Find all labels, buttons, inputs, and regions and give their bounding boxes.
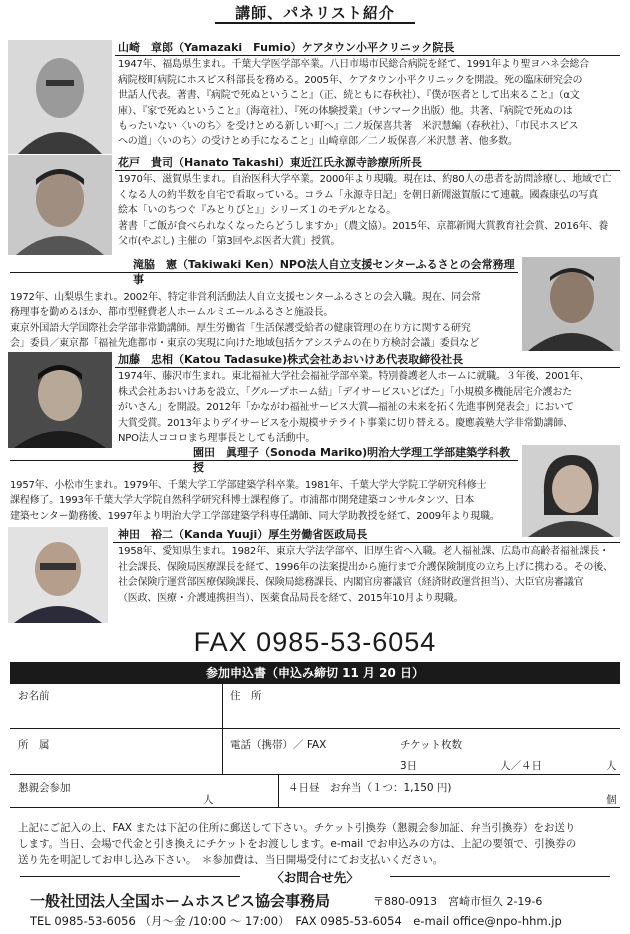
name-field[interactable] xyxy=(18,704,218,724)
speaker-name: 花戸 貴司（Hanato Takashi）東近江氏永源寺診療所所長 xyxy=(118,156,422,169)
ticket-unit-day4: 人／４日 xyxy=(500,760,542,772)
speaker-photo-sonoda xyxy=(522,445,620,537)
notice-line: 上記にご記入の上、FAX または下記の住所に郵送して下さい。チケット引換券（懇親会参加証、弁当引換券）をお送り xyxy=(18,822,576,834)
speaker-hanato xyxy=(118,155,623,249)
speaker-name: 園田 眞理子（Sonoda Mariko)明治大学理工学部建築学科教授 xyxy=(193,446,511,475)
bio-line: 病院桜町病院にホスピス科部長を務める。2005年、ケアタウン小平クリニックを開設。死の臨床研究会の xyxy=(118,74,583,86)
bio-line: もったいない〈いのち〉を受けとめる新しい町へ』二ノ坂保喜共著 米沢慧編（春秋社）、「市民ホスピス xyxy=(118,121,579,133)
speaker-photo-hanato xyxy=(8,155,112,255)
form-divider xyxy=(10,774,620,775)
bio-line: 会」委員／東京都「福祉先進都市・東京の実現に向けた地域包括ケアシステムの在り方検討会議」委員など xyxy=(10,338,479,350)
speaker-name: 山崎 章郎（Yamazaki Fumio）ケアタウン小平クリニック院長 xyxy=(118,41,455,54)
bio-line: 1947年、福島県生まれ。千葉大学医学部卒業。八日市場市民総合病院を経て、1991年より聖ヨハネ会総合 xyxy=(118,59,590,71)
bio-line: 1972年、山梨県生まれ。2002年、特定非営利活動法人自立支援センターふるさとの会入職。現在、同会常 xyxy=(10,291,481,303)
speaker-sonoda xyxy=(10,445,520,524)
affiliation-field[interactable] xyxy=(18,752,218,770)
speaker-name: 神田 裕二（Kanda Yuuji）厚生労働省医政局長 xyxy=(118,528,368,541)
speaker-yamazaki xyxy=(118,40,623,150)
party-label: 懇親会参加 xyxy=(18,782,71,794)
phone-label: 電話（携帯）／ FAX xyxy=(230,739,327,751)
lunch-unit: 個 xyxy=(606,794,617,806)
speaker-katou xyxy=(118,352,623,446)
bio-line: 庫）、『家で死ぬということ』（海竜社）、『死の体験授業』（サンマーク出版）他。共著、『病院で死ぬのは xyxy=(118,105,573,117)
bio-line: 絵本「いのちつぐ『みとりびと』」シリーズ１のモデルとなる。 xyxy=(118,205,397,217)
notice-line: 送り先を明記してお申し込み下さい。 ＊参加費は、当日開場受付にてお支払いください。 xyxy=(18,854,444,866)
speaker-photo-kanda xyxy=(8,527,108,623)
bio-line: 1958年、愛知県生まれ。1982年、東京大学法学部卒、旧厚生省へ入職。老人福祉課、広島市高齢者福祉課長・ xyxy=(118,546,609,558)
bio-line: 社会保険庁運営部医療保険課長、保険局総務課長、内閣官房審議官（経済財政運営担当）、大臣官房審議官 xyxy=(118,577,584,589)
bio-line: 1974年、藤沢市生まれ。東北福祉大学社会福祉学部卒業。特別養護老人ホームに就職。３年後、2001年、 xyxy=(118,371,590,383)
bio-line: 課程修了。1993年千葉大学大学院自然科学研究科博士課程修了。市浦都市開発建築コンサルタンツ、日本 xyxy=(10,495,475,507)
speaker-photo-takiwaki xyxy=(522,257,620,351)
organization-name: 一般社団法人全国ホームホスピス協会事務局 xyxy=(30,892,331,910)
contact-tel-line: TEL 0985-53-6056 （月〜金 /10:00 〜 17:00） FAX 0985-53-6054 e-mail office@npo-hhm.jp xyxy=(30,914,562,928)
party-unit: 人 xyxy=(203,794,214,806)
form-divider xyxy=(222,684,223,774)
address-label: 住 所 xyxy=(230,690,262,702)
contact-address: 〒880-0913 宮崎市恒久 2-19-6 xyxy=(373,895,543,908)
bio-line: がいさん」を開設。2012年「かながわ福祉サービス大賞―福祉の未来を拓く先進事例発表会」において xyxy=(118,402,574,414)
title-underline xyxy=(215,22,415,24)
bio-line: 株式会社あおいけあを設立、「グループホーム結」「デイサービスいどばた」「小規模多機能居宅介護おた xyxy=(118,386,572,398)
ticket-label: チケット枚数 xyxy=(400,739,463,751)
bio-line: 大賞受賞。2013年よりデイサービスを小規模サテライト事業に切り替える。慶應義塾大学非常勤講師、 xyxy=(118,417,573,429)
bio-line: くなる人の約半数を自宅で看取っている。コラム「永源寺日記」を朝日新聞滋賀版にて連載。國森康弘の写真 xyxy=(118,189,599,201)
bio-line: 務理事を勤めるほか、都市型軽費老人ホームルミエールふるさと施設長。 xyxy=(10,307,334,319)
bio-line: 1957年、小松市生まれ。1979年、千葉大学工学部建築学科卒業。1981年、千葉大学大学院工学研究科修士 xyxy=(10,479,487,491)
contact-title: 〈お問合せ先〉 xyxy=(271,870,359,885)
address-field[interactable] xyxy=(230,704,615,724)
bio-line: （医政、医療・介護連携担当）、医薬食品局長を経て、2015年10月より現職。 xyxy=(118,592,464,604)
speaker-name: 滝脇 憲（Takiwaki Ken）NPO法人自立支援センターふるさとの会常務理事 xyxy=(133,258,515,287)
bio-line: NPO法人ココロまち理事長としても活動中。 xyxy=(118,433,316,445)
lunch-label: ４日昼 お弁当（１つ：1,150 円) xyxy=(288,782,452,794)
bio-line: 世話人代表。著書、『病院で死ぬということ』（正、続ともに春秋社）、『僕が医者として出来ること』（α文 xyxy=(118,90,580,102)
bio-line: 1970年、滋賀県生まれ。自治医科大学卒業。2000年より現職。現在は、約80人の患者を訪問診療し、地域で亡 xyxy=(118,174,612,186)
speaker-kanda xyxy=(118,527,623,606)
bio-line: 東京外国語大学国際社会学部非常勤講師。厚生労働省「生活保護受給者の健康管理の在り方に関する研究 xyxy=(10,322,471,334)
submission-notice xyxy=(18,820,618,868)
speaker-takiwaki xyxy=(10,257,520,351)
speaker-name: 加藤 忠相（Katou Tadasuke)株式会社あおいけあ代表取締役社長 xyxy=(118,353,464,366)
bio-line: 建築センター勤務後、1997年より明治大学工学部建築学科専任講師、同大学助教授を経て、2009年より現職。 xyxy=(10,510,500,522)
ticket-day3-label: 3日 xyxy=(400,760,418,772)
bio-line: 父市(やぶし) 主催の「第3回やぶ医者大賞」授賞。 xyxy=(118,236,341,248)
form-divider xyxy=(10,728,620,729)
form-divider xyxy=(278,774,279,807)
ticket-unit: 人 xyxy=(606,760,617,772)
application-form xyxy=(10,684,620,808)
bio-line: への道」〈いのち〉の受けとめ手になること」山崎章郎／二ノ坂保喜／米沢慧 著、他多数。 xyxy=(118,136,518,148)
affiliation-label: 所 属 xyxy=(18,739,50,751)
name-label: お名前 xyxy=(18,690,50,702)
speaker-photo-katou xyxy=(8,352,112,448)
notice-line: します。当日、会場で代金と引き換えにチケットをお渡しします。e-mail でお申込みの方は、上記の要領で、引換券の xyxy=(18,838,577,850)
bio-line: 社会課長、保険局医療課長を経て、1996年の法案提出から施行まで介護保険制度の立ち上げに携わる。その後、 xyxy=(118,561,613,573)
bio-line: 著書「ご飯が食べられなくなったらどうしますか」（農文協）。2015年、京都新聞大賞教育社会賞、2016年、養 xyxy=(118,220,609,232)
speaker-photo-yamazaki xyxy=(8,40,112,154)
fax-banner: FAX 0985-53-6054 xyxy=(193,627,437,657)
section-title: 講師、パネリスト紹介 xyxy=(235,4,395,22)
form-title: 参加申込書（申込み締切 11 月 20 日） xyxy=(10,662,620,684)
